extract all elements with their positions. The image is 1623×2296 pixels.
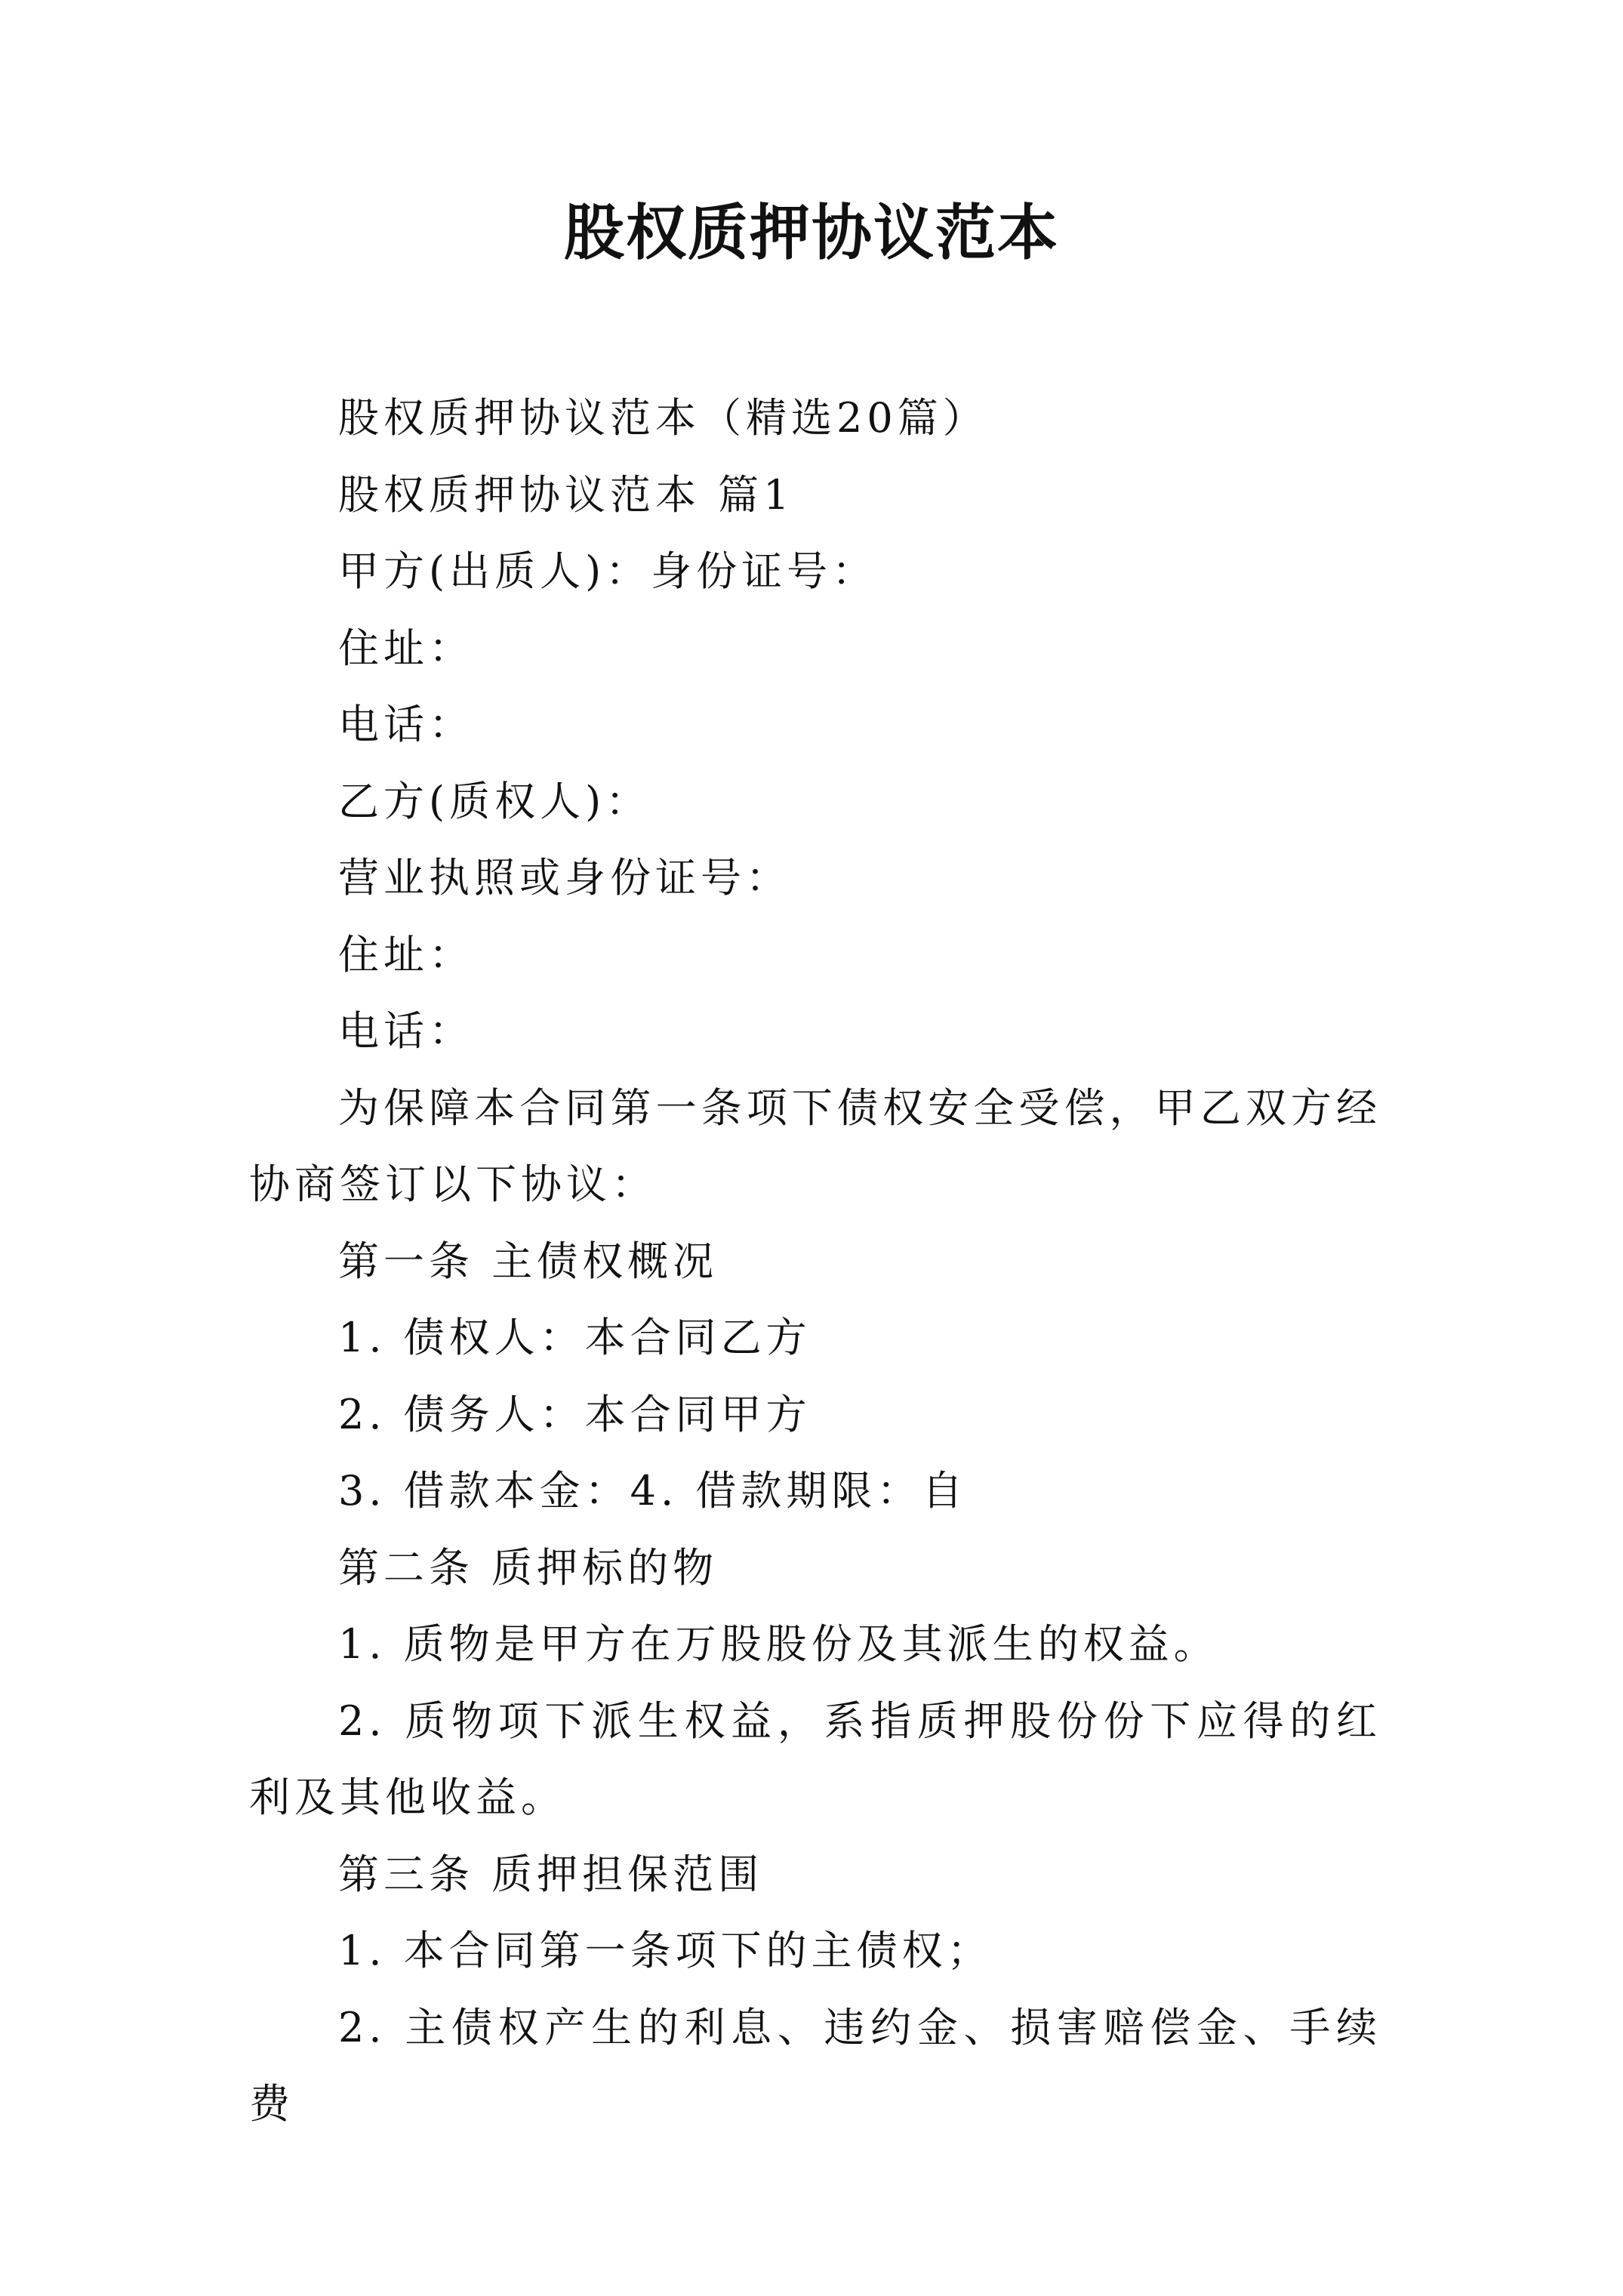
- paragraph-16: 1. 质物是甲方在万股股份及其派生的权益。: [338, 1620, 1219, 1668]
- paragraph-10: 为保障本合同第一条项下债权安全受偿，甲乙双方经协商签订以下协议：: [249, 1083, 1381, 1208]
- paragraph-17: 2. 质物项下派生权益，系指质押股份份下应得的红利及其他收益。: [249, 1697, 1381, 1821]
- paragraph-18: 第三条 质押担保范围: [338, 1850, 764, 1898]
- paragraph-15: 第二条 质押标的物: [338, 1543, 719, 1592]
- paragraph-3: 甲方(出质人)：身份证号：: [338, 547, 878, 595]
- document-body: [249, 380, 1381, 2143]
- paragraph-7: 营业执照或身份证号：: [338, 854, 791, 901]
- paragraph-6: 乙方(质权人)：: [338, 777, 651, 825]
- paragraph-8: 住址：: [338, 930, 474, 978]
- paragraph-11: 第一条 主债权概况: [338, 1237, 719, 1285]
- paragraph-2: 股权质押协议范本 篇1: [338, 470, 794, 519]
- paragraph-13: 2. 债务人：本合同甲方: [338, 1390, 812, 1438]
- paragraph-20: 2. 主债权产生的利息、违约金、损害赔偿金、手续费: [249, 2003, 1381, 2128]
- paragraph-14: 3. 借款本金：4. 借款期限：自: [338, 1467, 968, 1515]
- paragraph-12: 1. 债权人：本合同乙方: [338, 1314, 812, 1361]
- paragraph-19: 1. 本合同第一条项下的主债权；: [338, 1927, 993, 1974]
- paragraph-1: 股权质押协议范本（精选20篇）: [338, 394, 988, 442]
- paragraph-9: 电话：: [338, 1007, 474, 1055]
- document-title: 股权质押协议范本: [564, 197, 1059, 268]
- paragraph-5: 电话：: [338, 701, 474, 748]
- paragraph-4: 住址：: [338, 624, 474, 672]
